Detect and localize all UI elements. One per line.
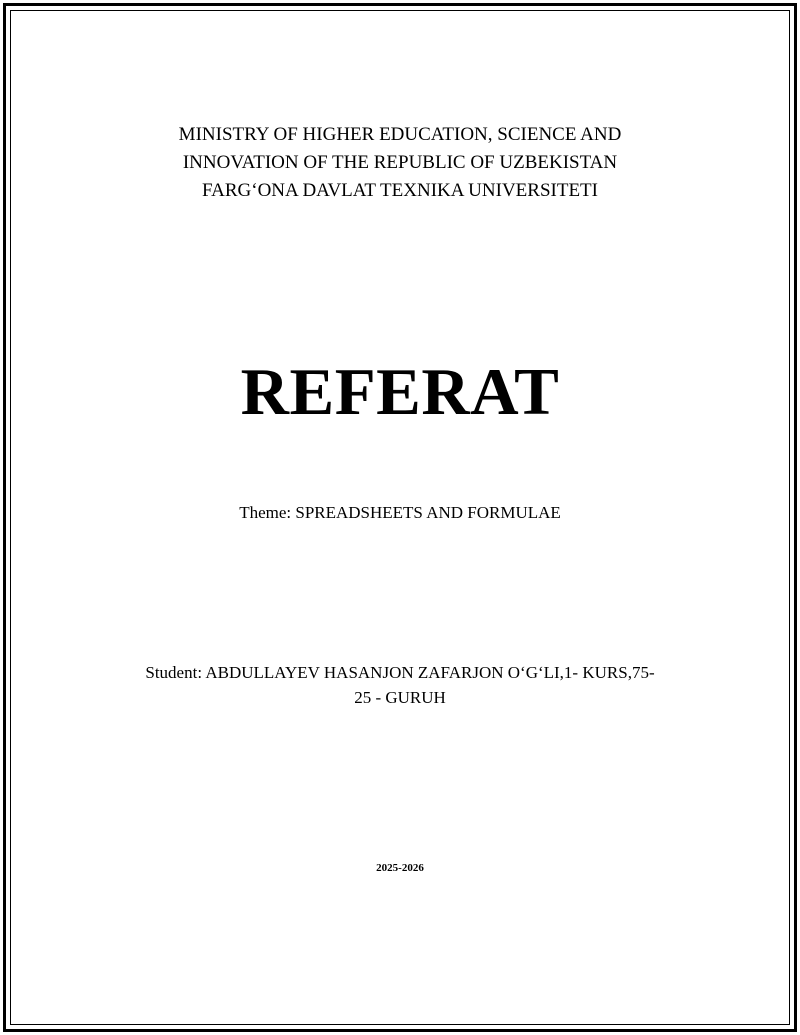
document-title: REFERAT [240, 355, 560, 429]
header-line-ministry: MINISTRY OF HIGHER EDUCATION, SCIENCE AND [178, 124, 622, 145]
student-info [100, 660, 700, 710]
institution-header [0, 121, 800, 205]
academic-year: 2025-2026 [376, 862, 424, 874]
header-line-university: FARG‘ONA DAVLAT TEXNIKA UNIVERSITETI [201, 180, 598, 201]
student-line-1: Student: ABDULLAYEV HASANJON ZAFARJON O‘G‘LI,1- KURS,75- [145, 663, 655, 682]
theme-line: Theme: SPREADSHEETS AND FORMULAE [239, 503, 561, 522]
header-line-republic: INNOVATION OF THE REPUBLIC OF UZBEKISTAN [182, 152, 618, 173]
student-line-2: 25 - GURUH [354, 688, 446, 707]
